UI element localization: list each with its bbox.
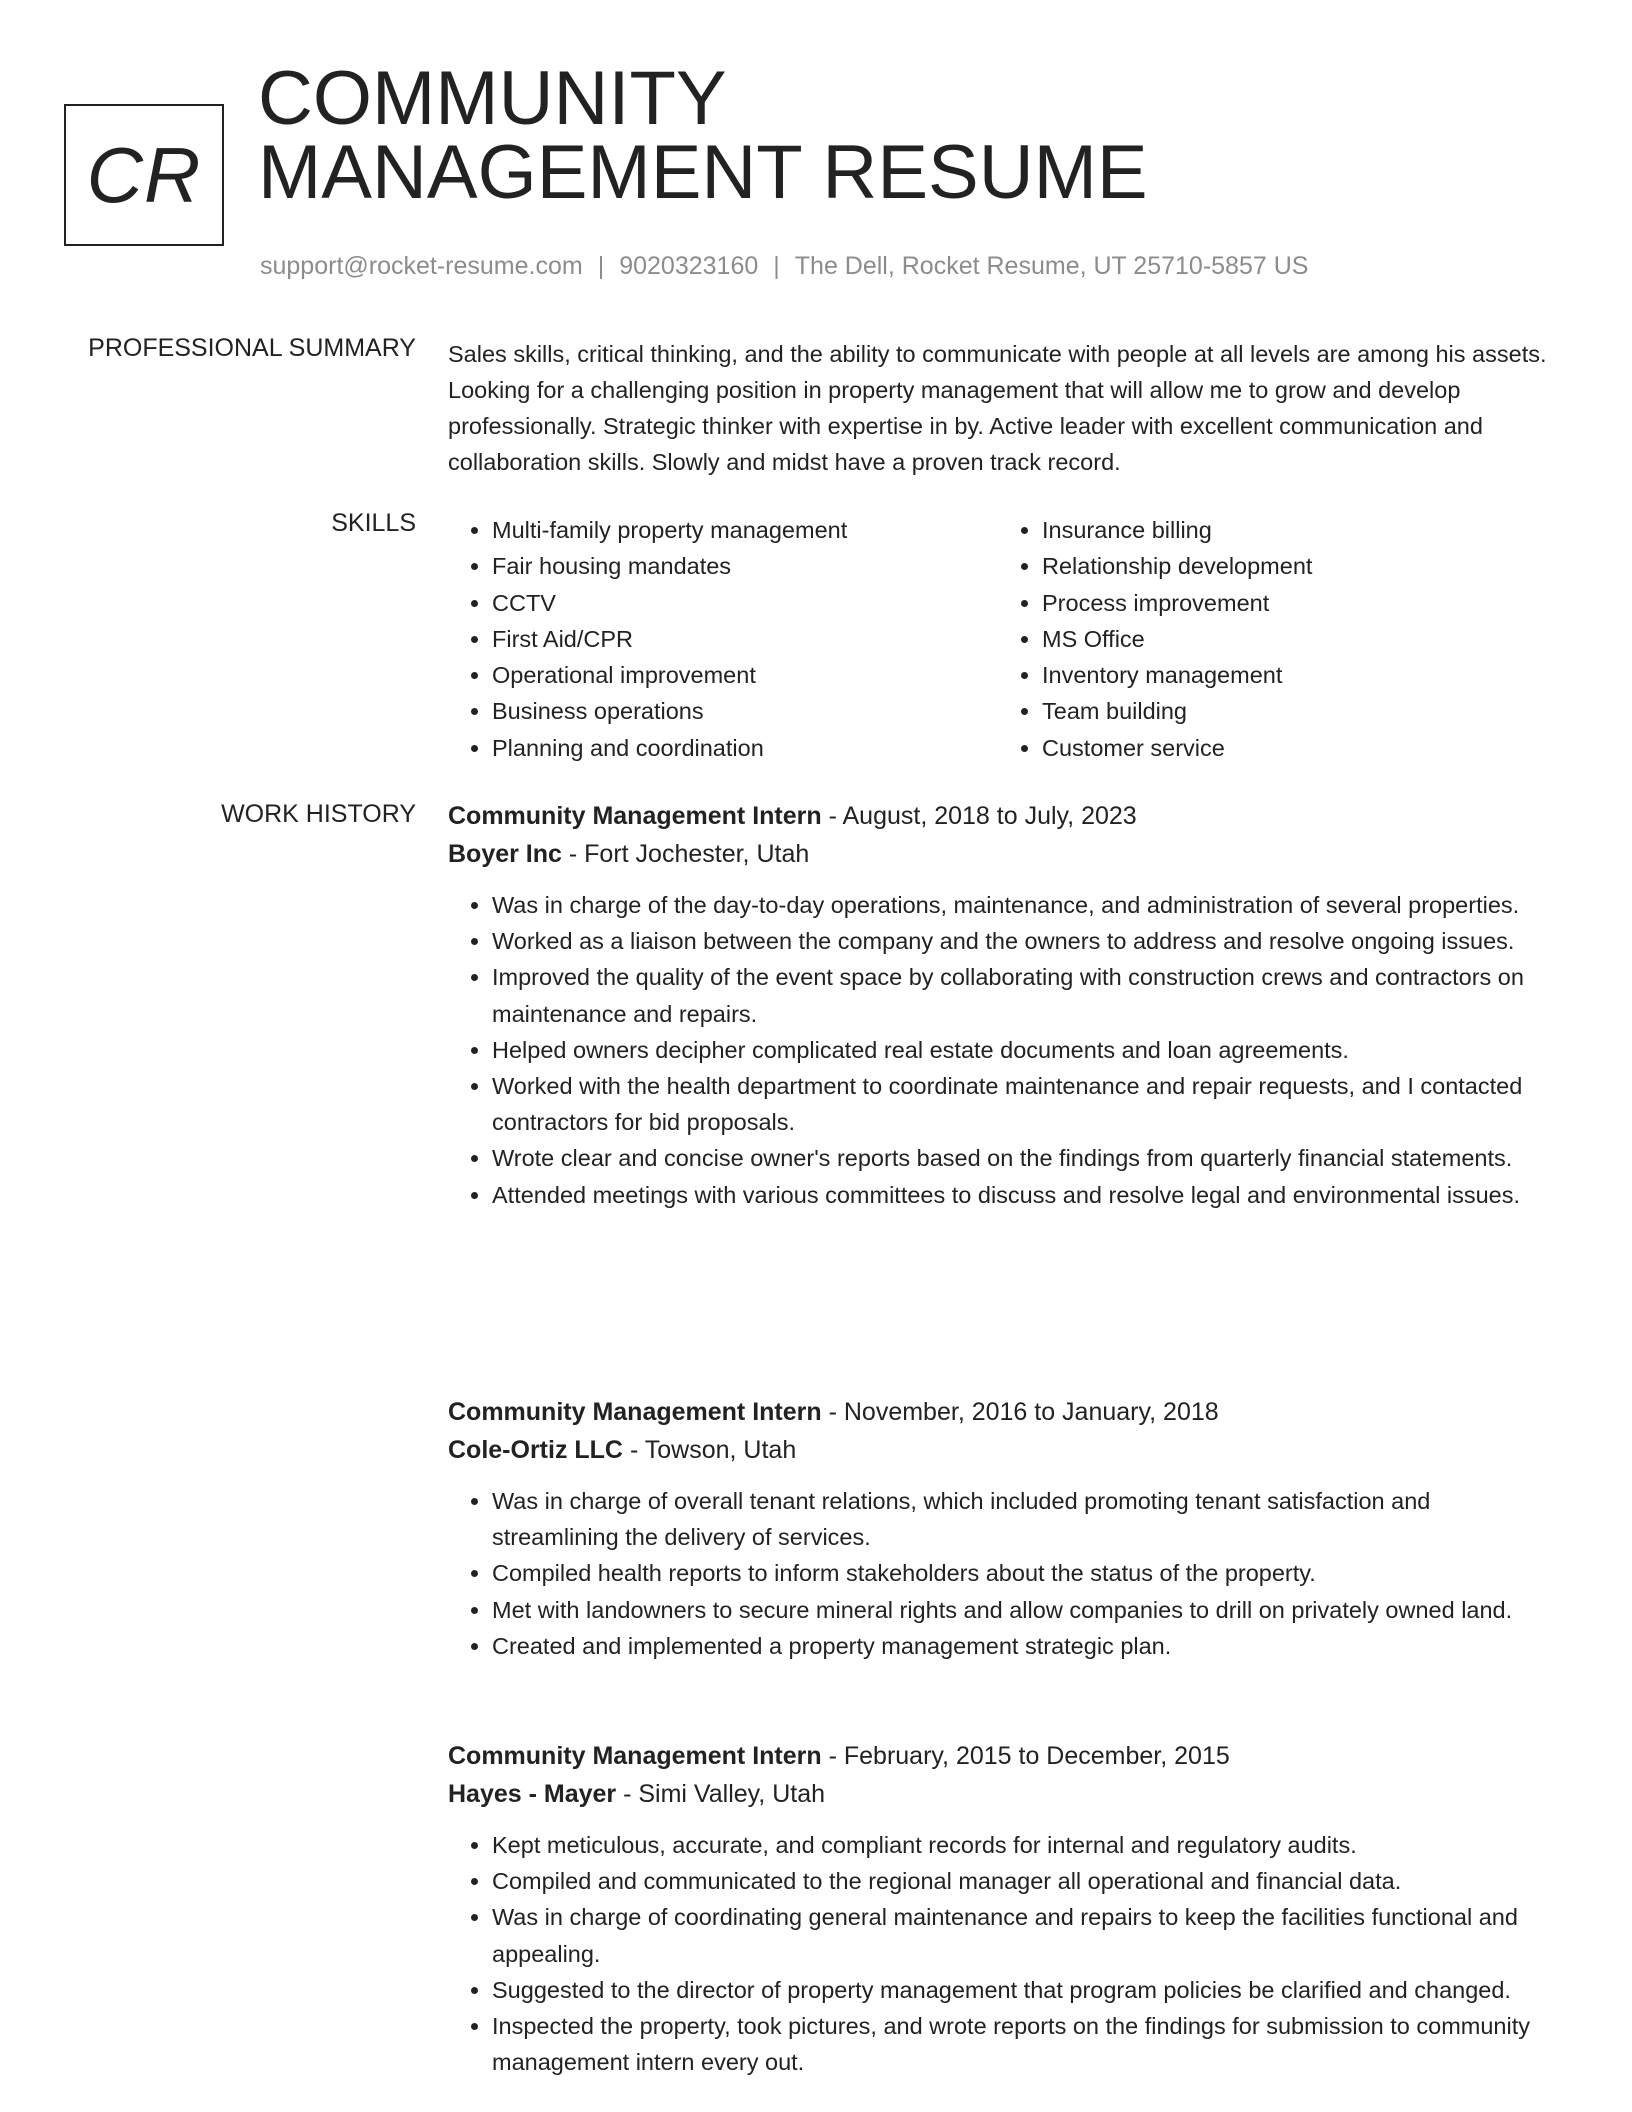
- skills-heading: SKILLS: [331, 509, 416, 537]
- job-company: Hayes - Mayer: [448, 1780, 617, 1808]
- job-entry: [448, 797, 1563, 1213]
- job-title: Community Management Intern: [448, 1742, 822, 1770]
- contact-address: The Dell, Rocket Resume, UT 25710-5857 US: [794, 252, 1309, 280]
- job-entry: [448, 1737, 1563, 2080]
- title-line-2: MANAGEMENT RESUME: [258, 130, 1148, 215]
- contact-separator: |: [597, 252, 605, 280]
- job-title: Community Management Intern: [448, 802, 822, 830]
- summary-text: Sales skills, critical thinking, and the ability to communicate with people at all levels are among his assets. Looking for a challenging position in property management that will allow me to grow and develop professionally. Strategic thinker with expertise in by. Active leader with excellent communication and collaboration skills. Slowly and midst have a proven track record.: [448, 341, 1547, 475]
- summary-heading: PROFESSIONAL SUMMARY: [88, 334, 416, 362]
- job-bullet: • Compiled and communicated to the regional manager all operational and financial data.: [492, 1863, 1563, 1899]
- skill-item: • Business operations: [492, 693, 847, 729]
- skill-item: • Customer service: [1042, 730, 1312, 766]
- job-title-line: [448, 1737, 1563, 1775]
- resume-title: [258, 56, 1148, 215]
- skill-item: • Operational improvement: [492, 657, 847, 693]
- job-bullet: • Was in charge of overall tenant relations, which included promoting tenant satisfaction and streamlining the delivery of services.: [492, 1483, 1563, 1555]
- contact-line: [260, 252, 1308, 281]
- job-bullets: [448, 887, 1563, 1213]
- job-company: Cole-Ortiz LLC: [448, 1436, 623, 1464]
- job-company-line: [448, 1775, 1563, 1813]
- skill-item: • First Aid/CPR: [492, 621, 847, 657]
- job-bullet: • Kept meticulous, accurate, and compliant records for internal and regulatory audits.: [492, 1827, 1563, 1863]
- job-bullet: • Met with landowners to secure mineral rights and allow companies to drill on privately owned land.: [492, 1592, 1563, 1628]
- skill-item: • Fair housing mandates: [492, 548, 847, 584]
- contact-separator: |: [773, 252, 780, 280]
- contact-phone[interactable]: 9020323160: [619, 252, 759, 280]
- job-bullet: • Inspected the property, took pictures, and wrote reports on the findings for submission to community management intern every out.: [492, 2008, 1563, 2080]
- skill-item: • Team building: [1042, 693, 1312, 729]
- skill-item: • Process improvement: [1042, 585, 1312, 621]
- job-entry: [448, 1393, 1563, 1664]
- contact-email[interactable]: support@rocket-resume.com: [260, 252, 583, 280]
- skill-item: • Relationship development: [1042, 548, 1312, 584]
- job-title: Community Management Intern: [448, 1398, 822, 1426]
- skill-item: • Planning and coordination: [492, 730, 847, 766]
- job-bullet: • Compiled health reports to inform stakeholders about the status of the property.: [492, 1555, 1563, 1591]
- skills-list-left: [448, 512, 847, 766]
- job-bullets: [448, 1483, 1563, 1664]
- work-history-heading: WORK HISTORY: [221, 800, 416, 828]
- job-bullet: • Suggested to the director of property management that program policies be clarified and changed.: [492, 1972, 1563, 2008]
- title-line-1: COMMUNITY: [258, 56, 727, 141]
- job-bullet: • Was in charge of the day-to-day operations, maintenance, and administration of several properties.: [492, 887, 1563, 923]
- job-bullet: • Worked with the health department to coordinate maintenance and repair requests, and I contacted contractors for bid proposals.: [492, 1068, 1563, 1140]
- skill-item: • Insurance billing: [1042, 512, 1312, 548]
- job-dates: - February, 2015 to December, 2015: [821, 1742, 1230, 1770]
- job-title-line: [448, 797, 1563, 835]
- job-dates: - November, 2016 to January, 2018: [821, 1398, 1219, 1426]
- job-company-line: [448, 835, 1563, 873]
- job-bullet: • Created and implemented a property management strategic plan.: [492, 1628, 1563, 1664]
- job-bullet: • Helped owners decipher complicated real estate documents and loan agreements.: [492, 1032, 1563, 1068]
- skill-item: • Inventory management: [1042, 657, 1312, 693]
- job-location: - Towson, Utah: [623, 1436, 797, 1464]
- skill-item: • Multi-family property management: [492, 512, 847, 548]
- skill-item: • MS Office: [1042, 621, 1312, 657]
- job-bullet: • Was in charge of coordinating general maintenance and repairs to keep the facilities functional and appealing.: [492, 1899, 1563, 1971]
- job-company: Boyer Inc: [448, 840, 562, 868]
- job-bullet: • Attended meetings with various committees to discuss and resolve legal and environmental issues.: [492, 1177, 1563, 1213]
- job-bullet: • Wrote clear and concise owner's reports based on the findings from quarterly financial statements.: [492, 1140, 1563, 1176]
- skills-list-right: [998, 512, 1312, 766]
- job-title-line: [448, 1393, 1563, 1431]
- job-location: - Simi Valley, Utah: [616, 1780, 826, 1808]
- monogram-logo: CR: [64, 104, 224, 246]
- job-bullets: [448, 1827, 1563, 2080]
- job-bullet: • Worked as a liaison between the company and the owners to address and resolve ongoing issues.: [492, 923, 1563, 959]
- job-location: - Fort Jochester, Utah: [561, 840, 810, 868]
- job-bullet: • Improved the quality of the event space by collaborating with construction crews and contractors on maintenance and repairs.: [492, 959, 1563, 1031]
- job-dates: - August, 2018 to July, 2023: [821, 802, 1137, 830]
- job-company-line: [448, 1431, 1563, 1469]
- skill-item: • CCTV: [492, 585, 847, 621]
